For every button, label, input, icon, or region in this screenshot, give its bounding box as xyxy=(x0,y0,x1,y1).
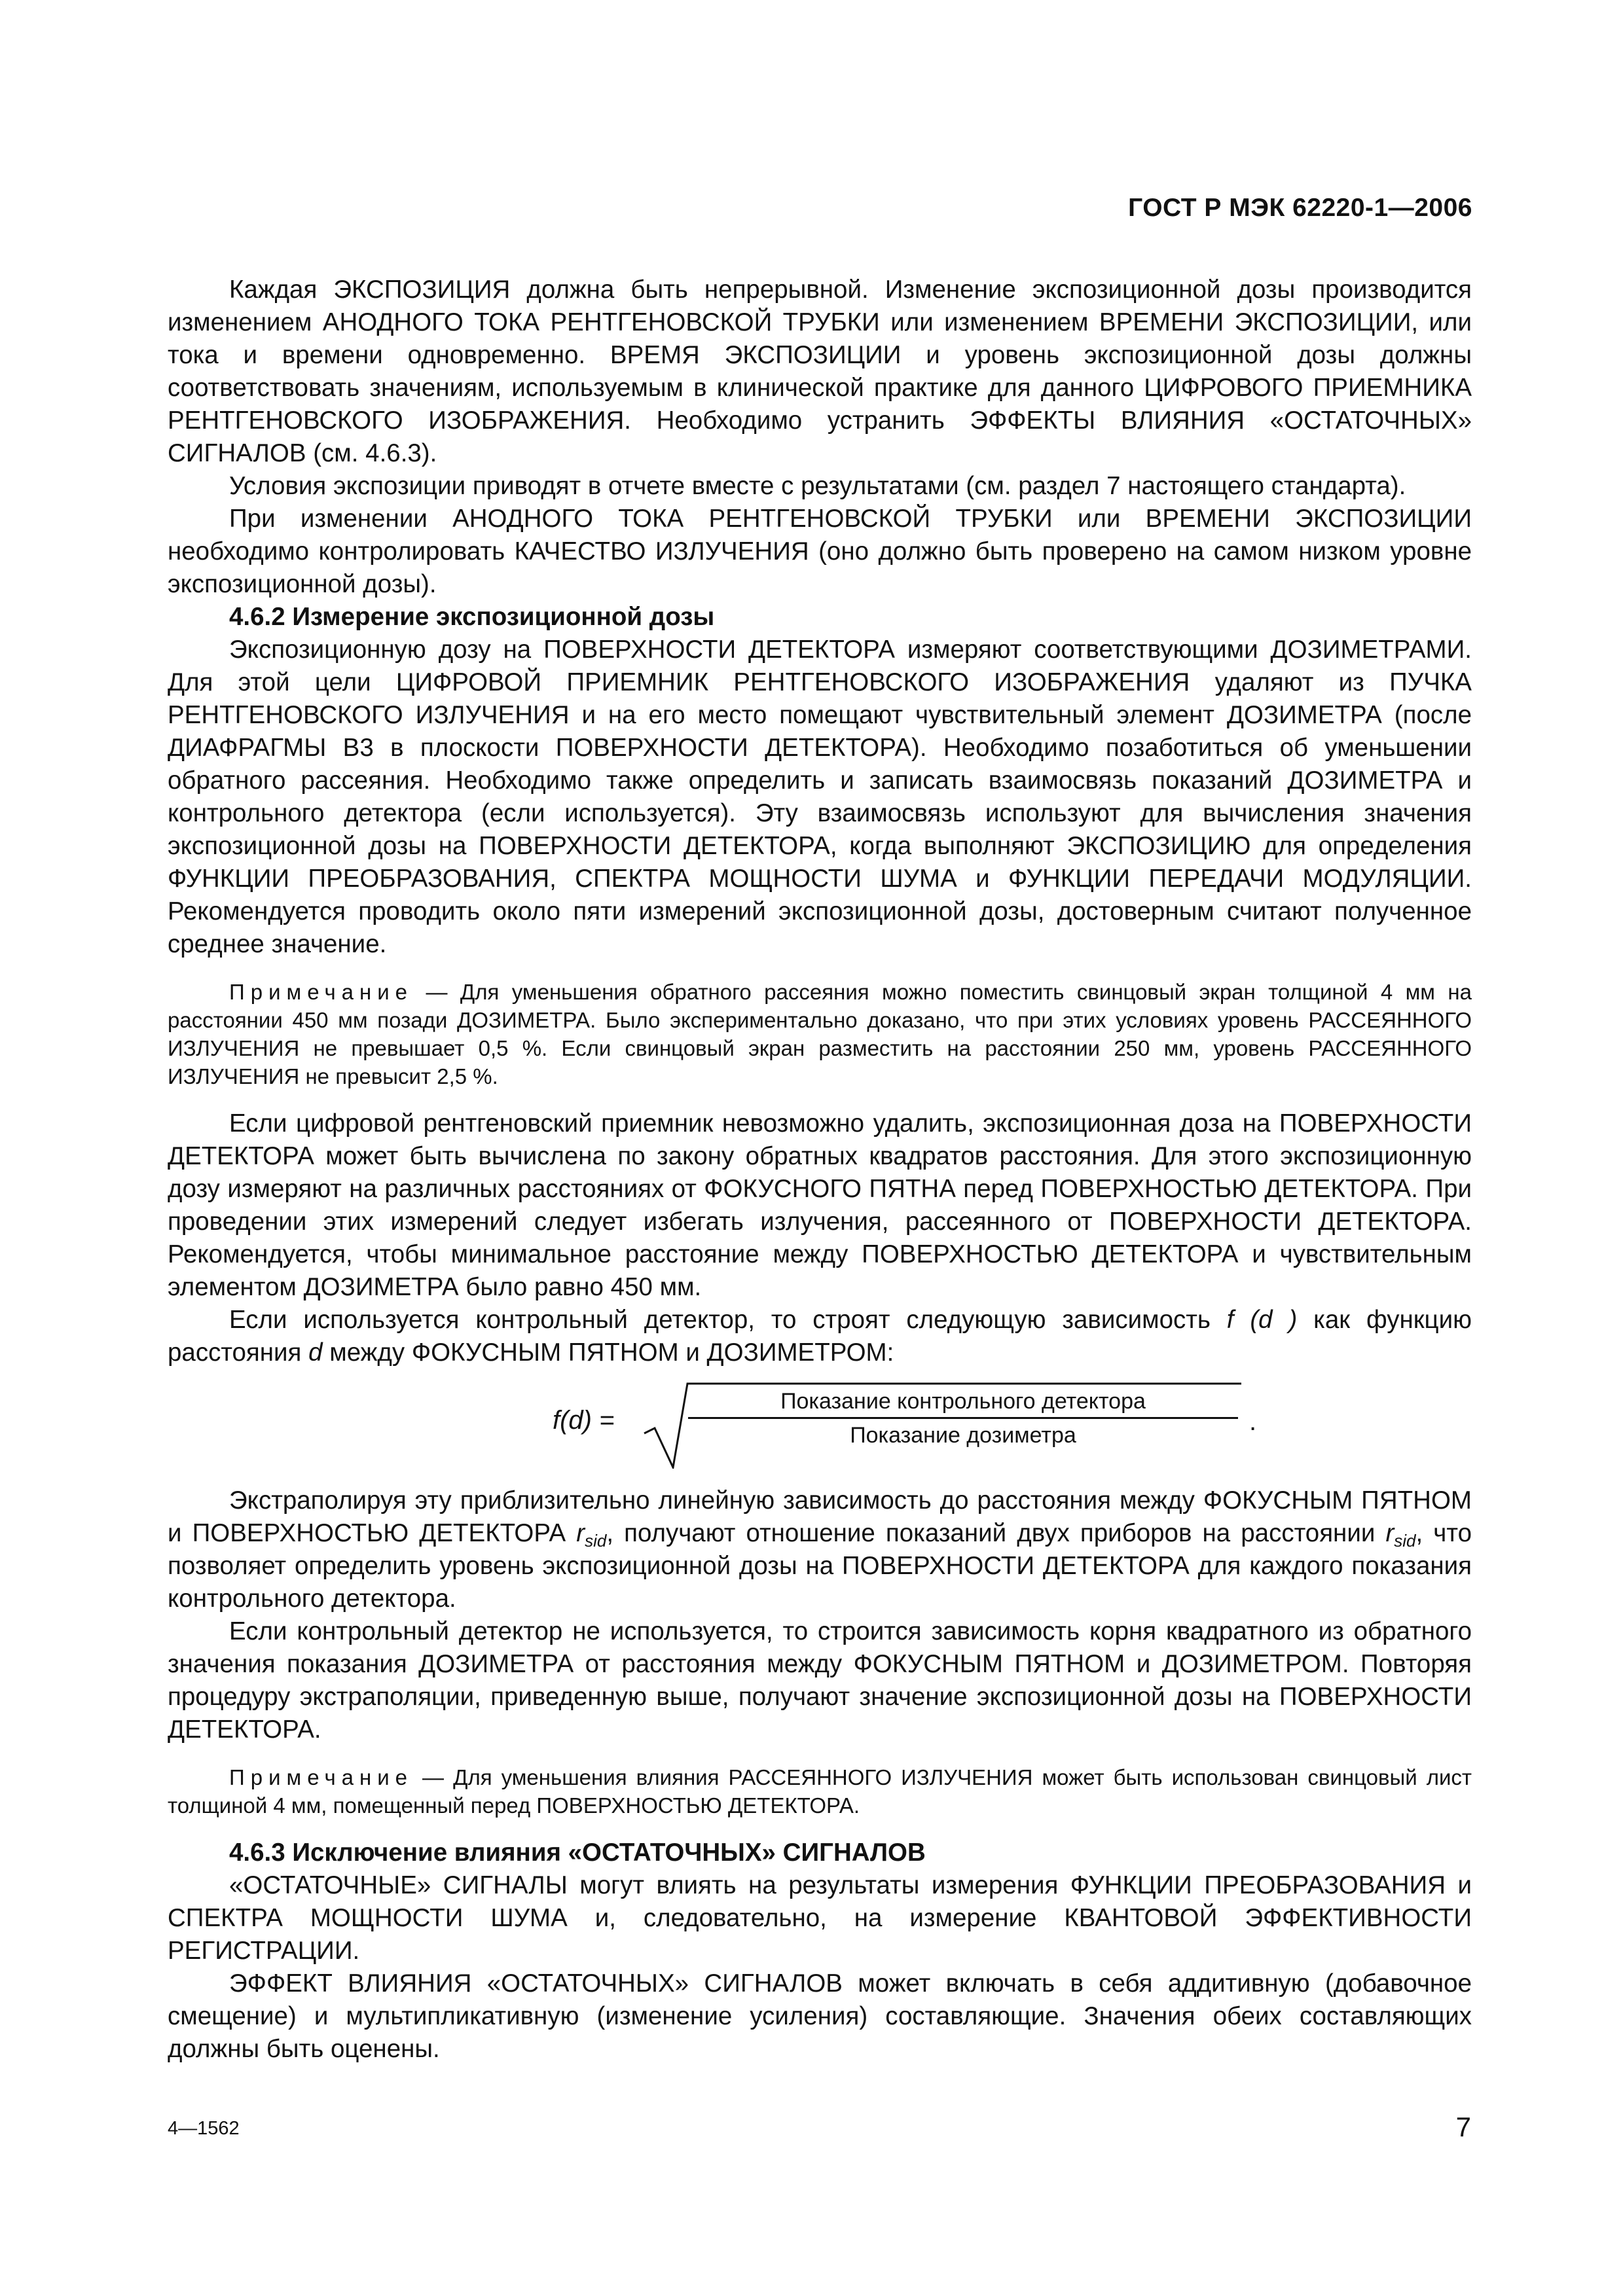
note-lead-sheet xyxy=(168,1763,1472,1820)
paragraph-no-reference-detector: Если контрольный детектор не используется, то строится зависимость корня квадратного из обратного значения показания ДОЗИМЕТРА от расстояния между ФОКУСНЫМ ПЯТНОМ и ДОЗИМЕТРОМ. Повторяя процедуру экстраполяции, приведенную выше, получают значение экспозиционной дозы на ПОВЕРХНОСТИ ДЕТЕКТОРА. xyxy=(168,1617,1472,1744)
note-text-2: — Для уменьшения влияния РАССЕЯННОГО ИЗЛУЧЕНИЯ может быть использован свинцовый лист толщиной 4 мм, помещенный перед ПОВЕРХНОСТЬЮ ДЕТЕКТОРА. xyxy=(168,1765,1472,1818)
r-sid-symbol-2: $r_{sid}$ xyxy=(1385,1519,1416,1551)
paragraph-reference-detector: Если используется контрольный детектор, то строят следующую зависимость f (d ) как функцию расстояния d между ФОКУСНЫМ ПЯТНОМ и ДОЗИМЕТРОМ: xyxy=(168,1306,1472,1367)
standard-header: ГОСТ Р МЭК 62220-1—2006 xyxy=(1128,194,1472,222)
paragraph-lag-signals: «ОСТАТОЧНЫЕ» СИГНАЛЫ могут влиять на результаты измерения ФУНКЦИИ ПРЕОБРАЗОВАНИЯ и СПЕКТРА МОЩНОСТИ ШУМА и, следовательно, на измерение КВАНТОВОЙ ЭФФЕКТИВНОСТИ РЕГИСТРАЦИИ. xyxy=(168,1871,1472,1965)
note-label-2: Примечание xyxy=(229,1765,414,1789)
page-content xyxy=(168,274,1472,2066)
page-number: 7 xyxy=(1455,2111,1471,2142)
formula-fd xyxy=(168,1377,1472,1475)
section-heading-4-6-3: 4.6.3 Исключение влияния «ОСТАТОЧНЫХ» СИГНАЛОВ xyxy=(229,1839,926,1867)
formula-denominator: Показание дозиметра xyxy=(850,1423,1076,1448)
paragraph-exposure-report: Условия экспозиции приводят в отчете вместе с результатами (см. раздел 7 настоящего стандарта). xyxy=(229,472,1406,500)
formula-fraction xyxy=(688,1389,1238,1448)
r-sid-symbol: $r_{sid}$ xyxy=(576,1519,607,1551)
paragraph-inverse-square: Если цифровой рентгеновский приемник невозможно удалить, экспозиционная доза на ПОВЕРХНОСТИ ДЕТЕКТОРА может быть вычислена по закону обратных квадратов расстояния. Для этого экспозиционную дозу измеряют на различных расстояниях от ФОКУСНОГО ПЯТНА перед ПОВЕРХНОСТЬЮ ДЕТЕКТОРА. При проведении этих измерений следует избегать излучения, рассеянного от ПОВЕРХНОСТИ ДЕТЕКТОРА. Рекомендуется, чтобы минимальное расстояние между ПОВЕРХНОСТЬЮ ДЕТЕКТОРА и чувствительным элементом ДОЗИМЕТРА было равно 450 мм. xyxy=(168,1109,1472,1301)
note-label: Примечание xyxy=(229,980,414,1004)
section-heading-4-6-2: 4.6.2 Измерение экспозиционной дозы xyxy=(229,603,715,631)
paragraph-lag-effect: ЭФФЕКТ ВЛИЯНИЯ «ОСТАТОЧНЫХ» СИГНАЛОВ может включать в себя аддитивную (добавочное смещение) и мультипликативную (изменение усиления) составляющие. Значения обеих составляющих должны быть оценены. xyxy=(168,1969,1472,2063)
formula-lhs: f(d) = xyxy=(553,1406,615,1435)
print-code: 4—1562 xyxy=(168,2118,240,2139)
paragraph-extrapolation: Экстраполируя эту приблизительно линейную зависимость до расстояния между ФОКУСНЫМ ПЯТНОМ и ПОВЕРХНОСТЬЮ ДЕТЕКТОРА $r_{sid}$, получают отношение показаний двух приборов на расстоянии $r_{sid}$, что позволяет определить уровень экспозиционной дозы на ПОВЕРХНОСТИ ДЕТЕКТОРА для каждого показания контрольного детектора. xyxy=(168,1486,1472,1613)
paragraph-exposure-continuity: Каждая ЭКСПОЗИЦИЯ должна быть непрерывной. Изменение экспозиционной дозы производится изменением АНОДНОГО ТОКА РЕНТГЕНОВСКОЙ ТРУБКИ или изменением ВРЕМЕНИ ЭКСПОЗИЦИИ, или тока и времени одновременно. ВРЕМЯ ЭКСПОЗИЦИИ и уровень экспозиционной дозы должны соответствовать значениям, используемым в клинической практике для данного ЦИФРОВОГО ПРИЕМНИКА РЕНТГЕНОВСКОГО ИЗОБРАЖЕНИЯ. Необходимо устранить ЭФФЕКТЫ ВЛИЯНИЯ «ОСТАТОЧНЫХ» СИГНАЛОВ (см. 4.6.3). xyxy=(168,276,1472,467)
paragraph-radiation-quality: При изменении АНОДНОГО ТОКА РЕНТГЕНОВСКОЙ ТРУБКИ или ВРЕМЕНИ ЭКСПОЗИЦИИ необходимо контролировать КАЧЕСТВО ИЗЛУЧЕНИЯ (оно должно быть проверено на самом низком уровне экспозиционной дозы). xyxy=(168,505,1472,598)
formula-period: . xyxy=(1249,1407,1257,1436)
note-backscatter xyxy=(168,978,1472,1090)
note-text: — Для уменьшения обратного рассеяния можно поместить свинцовый экран толщиной 4 мм на расстоянии 450 мм позади ДОЗИМЕТРА. Было экспериментально доказано, что при этих условиях уровень РАССЕЯННОГО ИЗЛУЧЕНИЯ не превышает 0,5 %. Если свинцовый экран разместить на расстоянии 250 мм, уровень РАССЕЯННОГО ИЗЛУЧЕНИЯ не превысит 2,5 %. xyxy=(168,980,1472,1088)
distance-symbol: d xyxy=(308,1338,323,1367)
paragraph-dose-measurement: Экспозиционную дозу на ПОВЕРХНОСТИ ДЕТЕКТОРА измеряют соответствующими ДОЗИМЕТРАМИ. Для этой цели ЦИФРОВОЙ ПРИЕМНИК РЕНТГЕНОВСКОГО ИЗОБРАЖЕНИЯ удаляют из ПУЧКА РЕНТГЕНОВСКОГО ИЗЛУЧЕНИЯ и на его место помещают чувствительный элемент ДОЗИМЕТРА (после ДИАФРАГМЫ B3 в плоскости ПОВЕРХНОСТИ ДЕТЕКТОРА). Необходимо позаботиться об уменьшении обратного рассеяния. Необходимо также определить и записать взаимосвязь показаний ДОЗИМЕТРА и контрольного детектора (если используется). Эту взаимосвязь используют для вычисления значения экспозиционной дозы на ПОВЕРХНОСТИ ДЕТЕКТОРА, когда выполняют ЭКСПОЗИЦИЮ для определения ФУНКЦИИ ПРЕОБРАЗОВАНИЯ, СПЕКТРА МОЩНОСТИ ШУМА и ФУНКЦИИ ПЕРЕДАЧИ МОДУЛЯЦИИ. Рекомендуется проводить около пяти измерений экспозиционной дозы, достоверным считают полученное среднее значение. xyxy=(168,636,1472,958)
formula-numerator: Показание контрольного детектора xyxy=(688,1389,1238,1419)
function-symbol: f (d ) xyxy=(1226,1306,1298,1334)
